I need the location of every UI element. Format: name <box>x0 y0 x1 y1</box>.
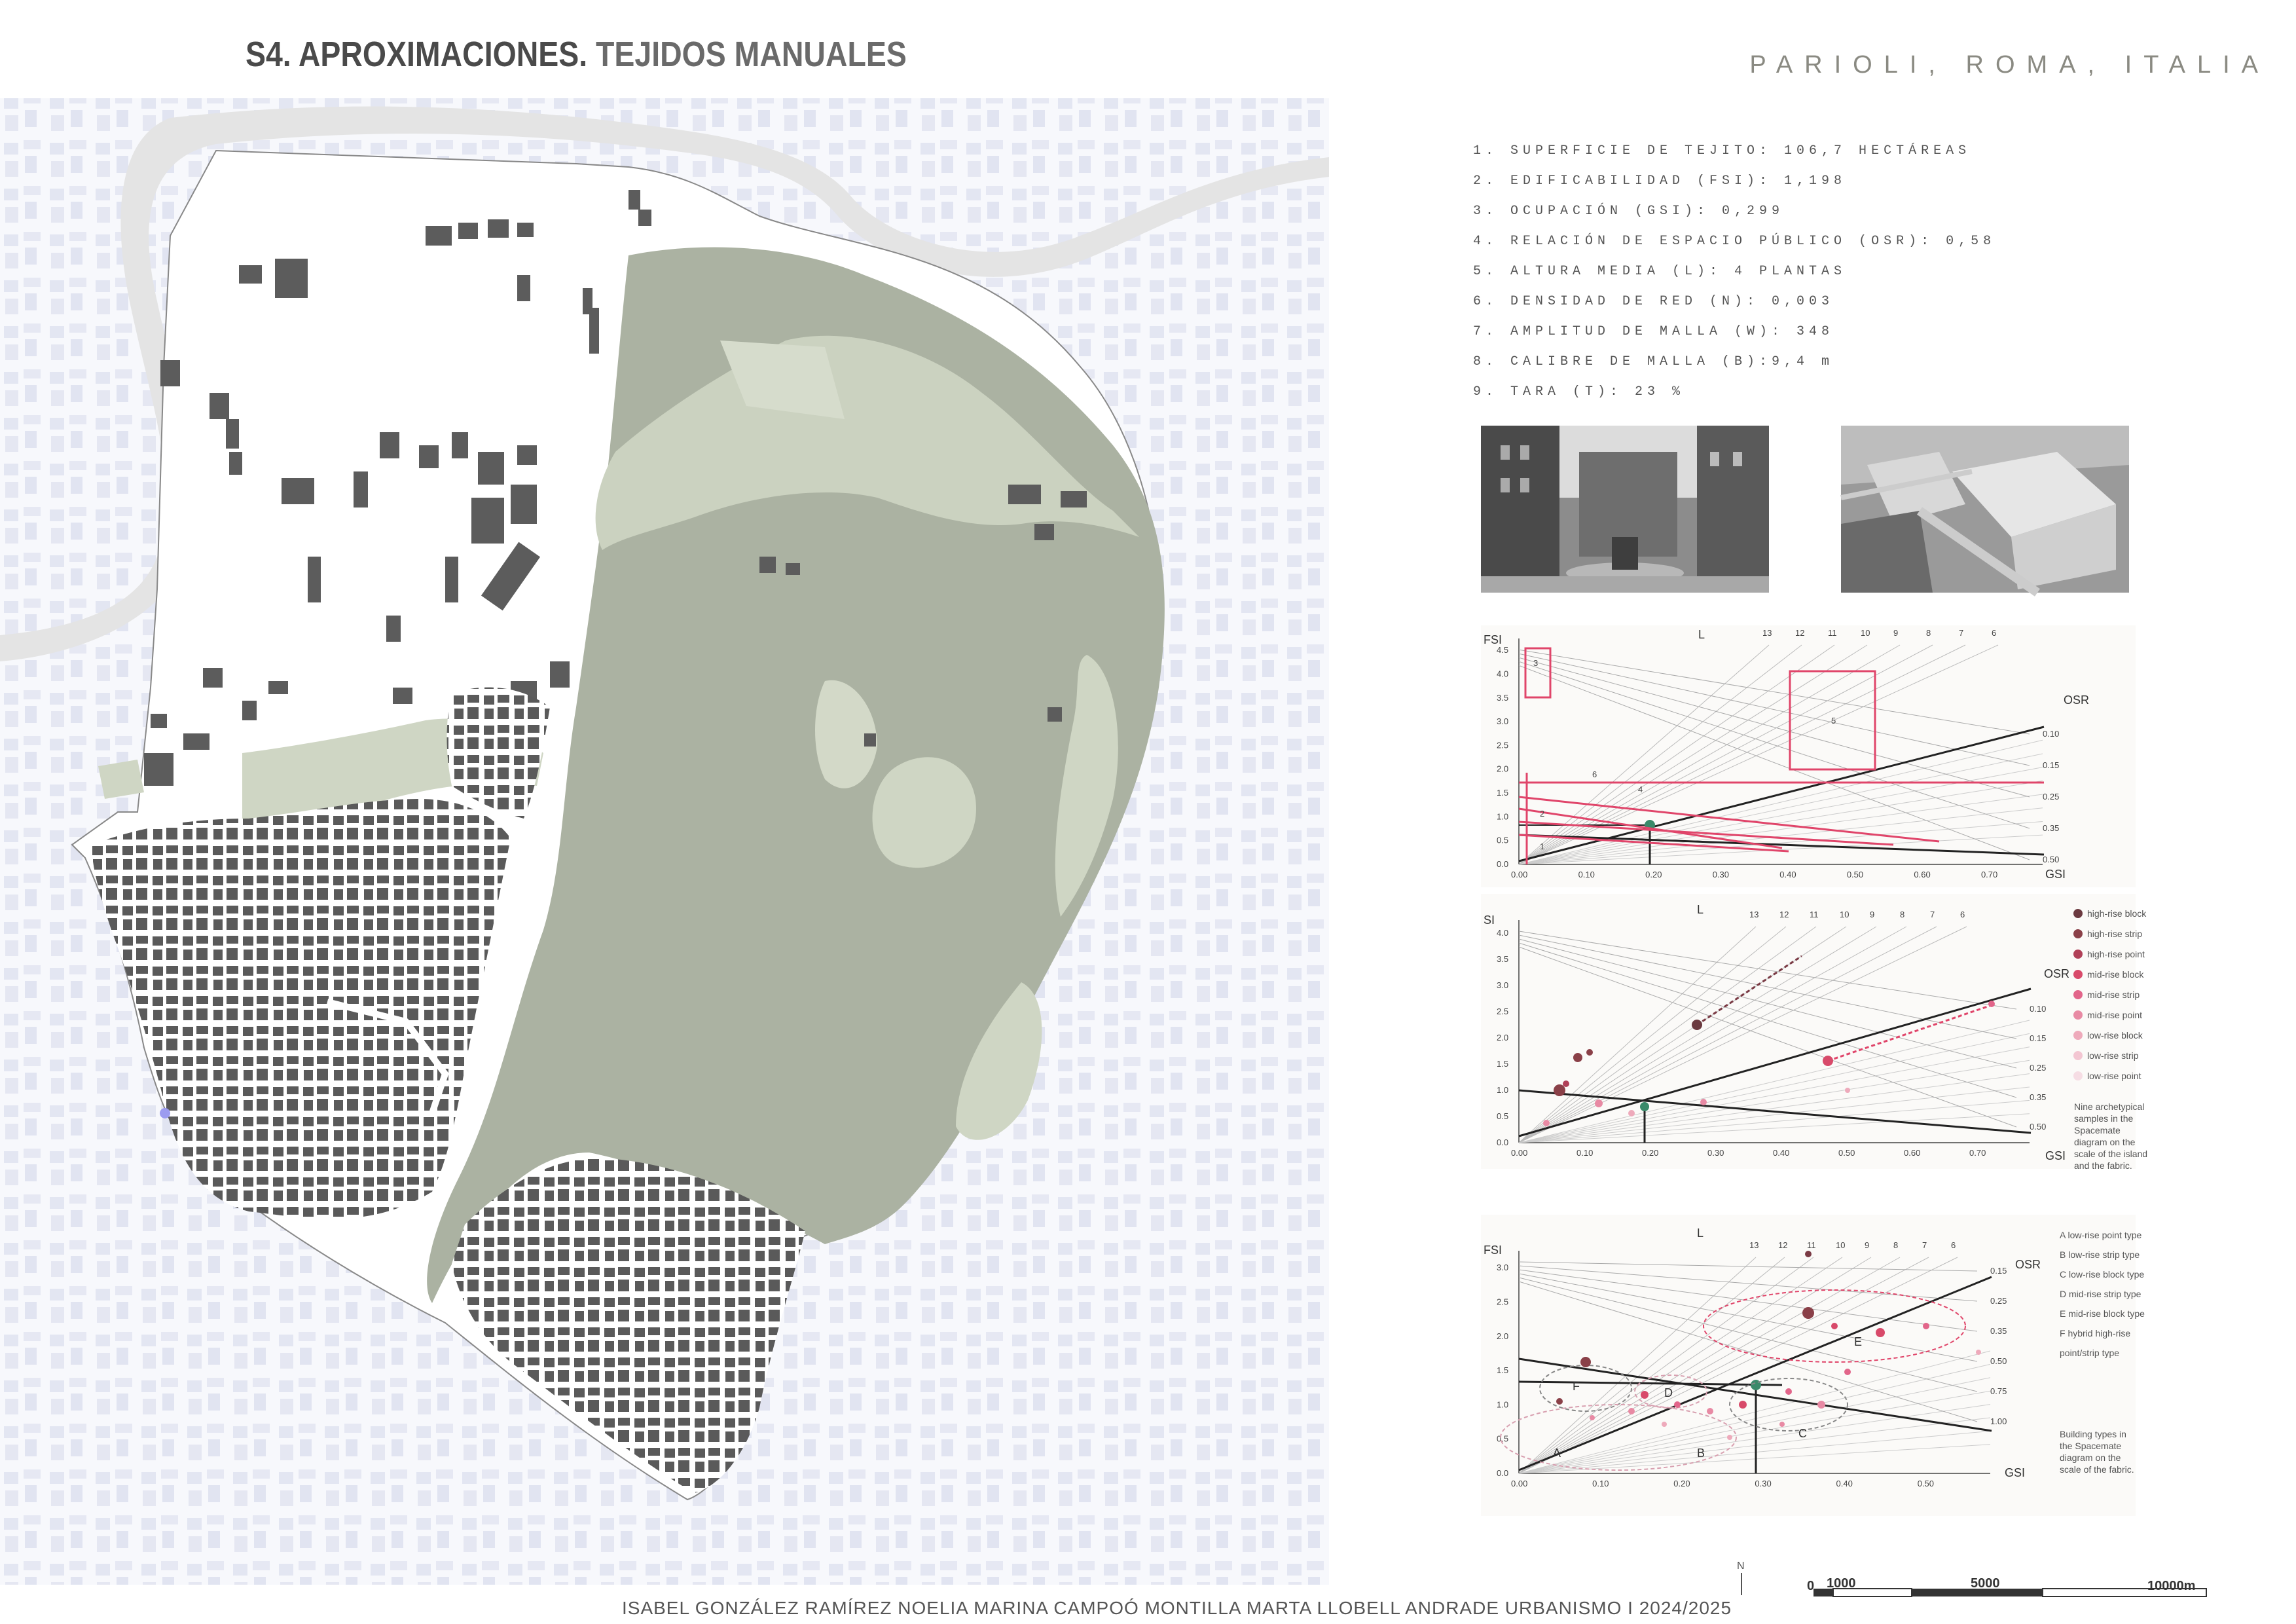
annotation-label: 6 <box>1592 769 1597 779</box>
osr-line <box>1519 740 2043 864</box>
sample-point <box>1976 1350 1981 1355</box>
legend-label: mid-rise strip <box>2087 989 2140 1000</box>
x-tick-label: 0.10 <box>1592 1479 1609 1488</box>
chart2-osr-label: OSR <box>2044 967 2070 980</box>
legend-swatch <box>2073 970 2083 979</box>
y-tick-label: 1.5 <box>1497 788 1509 798</box>
l-tick-label: 6 <box>1960 910 1965 919</box>
y-tick-label: 4.0 <box>1497 928 1509 938</box>
osr-line <box>1519 665 2030 860</box>
caption-line: the Spacemate <box>2060 1441 2122 1451</box>
osr-tick-label: 0.35 <box>2043 823 2060 833</box>
chart3-x-label: GSI <box>2005 1466 2026 1479</box>
legend-swatch <box>2073 1010 2083 1020</box>
chart3-y-label: FSI <box>1484 1244 1503 1257</box>
legend-label: F hybrid high-rise <box>2060 1328 2131 1338</box>
osr-tick-label: 0.35 <box>2030 1092 2047 1102</box>
sample-point <box>1628 1408 1635 1414</box>
legend-label: mid-rise block <box>2087 969 2144 980</box>
sample-point <box>1543 1120 1550 1126</box>
sample-point <box>1876 1328 1885 1337</box>
annotation-label: 1 <box>1540 841 1545 851</box>
l-tick-label: 8 <box>1926 628 1931 638</box>
sample-point <box>1554 1084 1565 1096</box>
l-tick-label: 7 <box>1922 1240 1927 1250</box>
chart3-grid <box>1497 1240 2007 1488</box>
legend-label: low-rise point <box>2087 1071 2141 1081</box>
l-line <box>1519 927 1816 1143</box>
stat-item: 4. RELACIÓN DE ESPACIO PÚBLICO (OSR): 0,58 <box>1473 234 1996 249</box>
x-tick-label: 0.00 <box>1511 1148 1528 1158</box>
l-tick-label: 13 <box>1762 628 1772 638</box>
y-tick-label: 1.5 <box>1497 1365 1509 1376</box>
osr-tick-label: 0.10 <box>2043 729 2060 739</box>
osr-line <box>1519 1278 1977 1392</box>
legend-label: point/strip type <box>2060 1348 2120 1358</box>
spacemate-chart-2 <box>1481 894 2148 1171</box>
x-tick-label: 0.10 <box>1576 1148 1594 1158</box>
dashed-series <box>1828 1005 1992 1061</box>
osr-line <box>1519 1282 1977 1422</box>
stat-item: 7. AMPLITUD DE MALLA (W): 348 <box>1473 324 1834 339</box>
location-label: PARIOLI, ROMA, ITALIA <box>1749 51 2270 79</box>
y-tick-label: 0.5 <box>1497 835 1509 845</box>
chart3-caption <box>2060 1429 2134 1475</box>
scale-label: 1000 <box>1827 1576 1856 1591</box>
l-tick-label: 7 <box>1930 910 1935 919</box>
caption-line: scale of the fabric. <box>2060 1464 2134 1475</box>
legend-label: high-rise block <box>2087 908 2147 919</box>
l-tick-label: 13 <box>1749 910 1759 919</box>
l-line <box>1519 645 1867 864</box>
annotation-label: 4 <box>1638 784 1643 794</box>
stat-item: 8. CALIBRE DE MALLA (B):9,4 m <box>1473 354 1834 369</box>
sample-point <box>1823 1056 1833 1066</box>
reference-line <box>1519 1382 1782 1385</box>
osr-line <box>1519 654 2030 766</box>
osr-tick-label: 0.50 <box>2043 855 2060 864</box>
chart2-y-label: SI <box>1484 913 1495 927</box>
sample-point <box>1556 1398 1563 1405</box>
osr-tick-label: 0.15 <box>1990 1266 2007 1276</box>
scale-label: 10000m <box>2147 1579 2196 1593</box>
sample-point <box>1988 1001 1995 1007</box>
caption-line: and the fabric. <box>2074 1160 2132 1171</box>
annotation-label: 5 <box>1831 716 1836 726</box>
chart1-x-label: GSI <box>2045 868 2066 881</box>
chart2-x-label: GSI <box>2045 1149 2066 1162</box>
stat-item: 9. TARA (T): 23 % <box>1473 384 1685 399</box>
l-tick-label: 6 <box>1951 1240 1956 1250</box>
chart2-legend <box>2073 908 2147 1081</box>
spacemate-chart-1 <box>1481 625 2136 887</box>
x-tick-label: 0.50 <box>1917 1479 1935 1488</box>
sample-point <box>1727 1435 1732 1440</box>
l-tick-label: 12 <box>1778 1240 1788 1250</box>
osr-tick-label: 0.15 <box>2043 760 2060 770</box>
sample-point <box>1573 1053 1582 1062</box>
y-tick-label: 2.0 <box>1497 1033 1509 1043</box>
osr-line <box>1519 947 2016 1127</box>
y-tick-label: 1.0 <box>1497 1399 1509 1410</box>
osr-tick-label: 0.25 <box>2030 1063 2047 1073</box>
y-tick-label: 0.0 <box>1497 1137 1509 1147</box>
sample-point <box>1692 1020 1702 1030</box>
legend-label: B low-rise strip type <box>2060 1249 2140 1260</box>
osr-tick-label: 0.50 <box>2030 1122 2047 1132</box>
l-tick-label: 8 <box>1893 1240 1899 1250</box>
l-tick-label: 9 <box>1870 910 1875 919</box>
osr-line <box>1519 821 2043 864</box>
osr-line <box>1519 1262 1977 1271</box>
legend-label: high-rise strip <box>2087 929 2143 939</box>
caption-line: Building types in <box>2060 1429 2126 1439</box>
x-tick-label: 0.30 <box>1755 1479 1772 1488</box>
x-tick-label: 0.20 <box>1645 870 1662 879</box>
y-tick-label: 0.0 <box>1497 1468 1509 1478</box>
osr-line <box>1519 1020 2030 1143</box>
scale-label: 5000 <box>1971 1576 2000 1591</box>
chart2-grid <box>1497 910 2046 1158</box>
stats-list <box>1473 136 1995 407</box>
y-tick-label: 3.5 <box>1497 692 1509 703</box>
chart1-marks <box>1519 648 2044 864</box>
legend-swatch <box>2073 950 2083 959</box>
legend-label: E mid-rise block type <box>2060 1308 2145 1319</box>
l-tick-label: 11 <box>1828 628 1837 638</box>
y-tick-label: 3.0 <box>1497 716 1509 727</box>
legend-label: high-rise point <box>2087 949 2145 959</box>
sample-point <box>1641 1391 1649 1399</box>
chart2-l-label: L <box>1697 903 1704 916</box>
chart3-osr-label: OSR <box>2015 1258 2041 1271</box>
sample-point <box>1586 1049 1593 1056</box>
title-part2: TEJIDOS MANUALES <box>596 35 907 74</box>
y-tick-label: 2.5 <box>1497 740 1509 750</box>
sample-point <box>1590 1415 1595 1420</box>
osr-tick-label: 0.25 <box>2043 792 2060 802</box>
y-tick-label: 3.0 <box>1497 1263 1509 1273</box>
legend-swatch <box>2073 990 2083 999</box>
y-tick-label: 1.0 <box>1497 811 1509 822</box>
sample-point <box>1817 1401 1825 1409</box>
green-strip <box>98 760 144 799</box>
sample-point <box>1739 1401 1747 1409</box>
l-tick-label: 10 <box>1861 628 1870 638</box>
x-tick-label: 0.30 <box>1712 870 1730 879</box>
group-label: C <box>1798 1427 1807 1440</box>
north-label: N <box>1737 1560 1745 1572</box>
sample-point <box>1707 1408 1713 1414</box>
l-line <box>1519 645 1998 864</box>
sample-point <box>1779 1422 1785 1427</box>
l-tick-label: 13 <box>1749 1240 1759 1250</box>
l-line <box>1519 645 1965 864</box>
x-tick-label: 0.40 <box>1773 1148 1790 1158</box>
y-tick-label: 4.5 <box>1497 645 1509 655</box>
street-photo <box>1481 426 1769 593</box>
osr-line <box>1519 1391 1990 1473</box>
stat-item: 5. ALTURA MEDIA (L): 4 PLANTAS <box>1473 264 1847 279</box>
legend-swatch <box>2073 1051 2083 1060</box>
x-tick-label: 0.00 <box>1511 1479 1528 1488</box>
caption-line: Nine archetypical <box>2074 1101 2145 1112</box>
osr-line <box>1519 1074 2030 1143</box>
map-marker <box>160 1108 170 1118</box>
legend-label: mid-rise point <box>2087 1010 2143 1020</box>
sample-point <box>1580 1357 1591 1367</box>
l-tick-label: 11 <box>1807 1240 1816 1250</box>
scale-bar <box>1807 1576 2213 1619</box>
sample-point <box>1595 1099 1603 1107</box>
l-tick-label: 6 <box>1992 628 1997 638</box>
scale-label: 0 <box>1807 1579 1815 1593</box>
legend-swatch <box>2073 1031 2083 1040</box>
sample-point <box>1923 1323 1929 1329</box>
sample-point <box>1844 1369 1851 1375</box>
l-line <box>1519 927 1786 1143</box>
osr-tick-label: 1.00 <box>1990 1416 2007 1426</box>
l-line <box>1519 1257 1756 1473</box>
x-tick-label: 0.10 <box>1578 870 1595 879</box>
sample-point <box>1845 1088 1850 1093</box>
legend-label: C low-rise block type <box>2060 1269 2145 1280</box>
x-tick-label: 0.40 <box>1836 1479 1853 1488</box>
chart1-osr-label: OSR <box>2064 693 2090 707</box>
caption-line: diagram on the <box>2060 1452 2121 1463</box>
y-tick-label: 1.5 <box>1497 1059 1509 1069</box>
l-tick-label: 12 <box>1779 910 1789 919</box>
north-arrow <box>1728 1559 1755 1598</box>
caption-line: Spacemate <box>2074 1125 2121 1135</box>
x-tick-label: 0.50 <box>1846 870 1864 879</box>
y-tick-label: 2.5 <box>1497 1006 1509 1016</box>
reference-line <box>1519 989 2031 1136</box>
stat-item: 3. OCUPACIÓN (GSI): 0,299 <box>1473 204 1785 219</box>
group-label: F <box>1573 1380 1580 1393</box>
osr-line <box>1519 1431 1990 1473</box>
stat-item: 2. EDIFICABILIDAD (FSI): 1,198 <box>1473 174 1847 189</box>
osr-tick-label: 0.10 <box>2030 1004 2047 1014</box>
x-tick-label: 0.70 <box>1980 870 1998 879</box>
y-tick-label: 2.0 <box>1497 1331 1509 1341</box>
sample-point <box>1805 1251 1812 1257</box>
l-tick-label: 9 <box>1893 628 1899 638</box>
group-label: E <box>1854 1335 1863 1348</box>
osr-tick-label: 0.35 <box>1990 1326 2007 1336</box>
l-tick-label: 7 <box>1959 628 1964 638</box>
l-tick-label: 9 <box>1865 1240 1870 1250</box>
chart2-caption <box>2074 1101 2147 1171</box>
l-tick-label: 10 <box>1836 1240 1846 1250</box>
sample-point <box>1785 1388 1792 1395</box>
x-tick-label: 0.30 <box>1707 1148 1724 1158</box>
osr-tick-label: 0.75 <box>1990 1386 2007 1396</box>
l-tick-label: 8 <box>1900 910 1905 919</box>
group-label: A <box>1553 1447 1561 1460</box>
l-tick-label: 10 <box>1840 910 1850 919</box>
group-ellipse <box>1730 1378 1848 1431</box>
osr-line <box>1519 650 2030 734</box>
caption-line: samples in the <box>2074 1113 2134 1124</box>
y-tick-label: 3.0 <box>1497 980 1509 990</box>
stat-item: 6. DENSIDAD DE RED (N): 0,003 <box>1473 294 1834 309</box>
x-tick-label: 0.20 <box>1673 1479 1690 1488</box>
y-tick-label: 3.5 <box>1497 954 1509 964</box>
l-tick-label: 11 <box>1810 910 1819 919</box>
legend-label: low-rise strip <box>2087 1050 2139 1061</box>
legend-swatch <box>2073 929 2083 938</box>
urban-fabric-map <box>0 98 1329 1585</box>
legend-swatch <box>2073 1071 2083 1080</box>
y-tick-label: 4.0 <box>1497 669 1509 679</box>
chart3-l-label: L <box>1697 1227 1704 1240</box>
y-tick-label: 0.5 <box>1497 1433 1509 1444</box>
group-label: B <box>1697 1447 1705 1460</box>
sample-point <box>1563 1080 1569 1087</box>
legend-swatch <box>2073 909 2083 918</box>
osr-line <box>1519 931 2016 1009</box>
l-line <box>1519 645 1769 864</box>
group-label: D <box>1664 1386 1673 1399</box>
credits: ISABEL GONZÁLEZ RAMÍREZ NOELIA MARINA CAMPOÓ MONTILLA MARTA LLOBELL ANDRADE URBANISMO I 2024/2025 <box>622 1598 1732 1618</box>
x-tick-label: 0.00 <box>1511 870 1528 879</box>
caption-line: diagram on the <box>2074 1137 2136 1147</box>
l-tick-label: 12 <box>1795 628 1805 638</box>
sample-point <box>1628 1110 1635 1116</box>
sample-point <box>1662 1422 1667 1427</box>
l-line <box>1519 927 1906 1143</box>
chart1-l-label: L <box>1698 628 1705 641</box>
legend-label: low-rise block <box>2087 1030 2143 1041</box>
osr-line <box>1519 939 2016 1068</box>
osr-line <box>1519 1270 1977 1331</box>
chart3-legend <box>2060 1230 2145 1358</box>
legend-label: D mid-rise strip type <box>2060 1289 2141 1299</box>
group-ellipse <box>1501 1405 1736 1470</box>
x-tick-label: 0.50 <box>1838 1148 1855 1158</box>
legend-label: A low-rise point type <box>2060 1230 2142 1240</box>
y-tick-label: 0.5 <box>1497 1111 1509 1121</box>
chart1-y-label: FSI <box>1484 633 1503 646</box>
osr-tick-label: 0.50 <box>1990 1356 2007 1366</box>
osr-line <box>1519 1100 2030 1143</box>
title-part1: S4. APROXIMACIONES. <box>246 35 588 74</box>
caption-line: scale of the island <box>2074 1149 2148 1159</box>
l-line <box>1519 927 1967 1143</box>
spacemate-chart-3 <box>1481 1215 2145 1516</box>
fabric-point <box>1640 1102 1649 1111</box>
sample-point <box>1700 1099 1707 1105</box>
page-title <box>246 34 907 75</box>
x-tick-label: 0.60 <box>1904 1148 1921 1158</box>
stat-item: 1. SUPERFICIE DE TEJITO: 106,7 HECTÁREAS <box>1473 143 1971 158</box>
osr-line <box>1519 808 2043 864</box>
annotation-label: 3 <box>1533 658 1539 668</box>
x-tick-label: 0.70 <box>1969 1148 1986 1158</box>
y-tick-label: 0.0 <box>1497 859 1509 869</box>
sample-point <box>1831 1323 1838 1329</box>
sample-point <box>1802 1307 1814 1319</box>
aerial-photo <box>1841 426 2129 593</box>
annotation-label: 2 <box>1540 809 1545 819</box>
x-tick-label: 0.60 <box>1914 870 1931 879</box>
x-tick-label: 0.40 <box>1779 870 1796 879</box>
chart1-grid <box>1497 628 2059 879</box>
x-tick-label: 0.20 <box>1642 1148 1659 1158</box>
y-tick-label: 2.0 <box>1497 764 1509 774</box>
osr-tick-label: 0.25 <box>1990 1296 2007 1306</box>
sample-point <box>1674 1401 1681 1408</box>
y-tick-label: 1.0 <box>1497 1085 1509 1095</box>
osr-tick-label: 0.15 <box>2030 1033 2047 1043</box>
y-tick-label: 2.5 <box>1497 1297 1509 1307</box>
